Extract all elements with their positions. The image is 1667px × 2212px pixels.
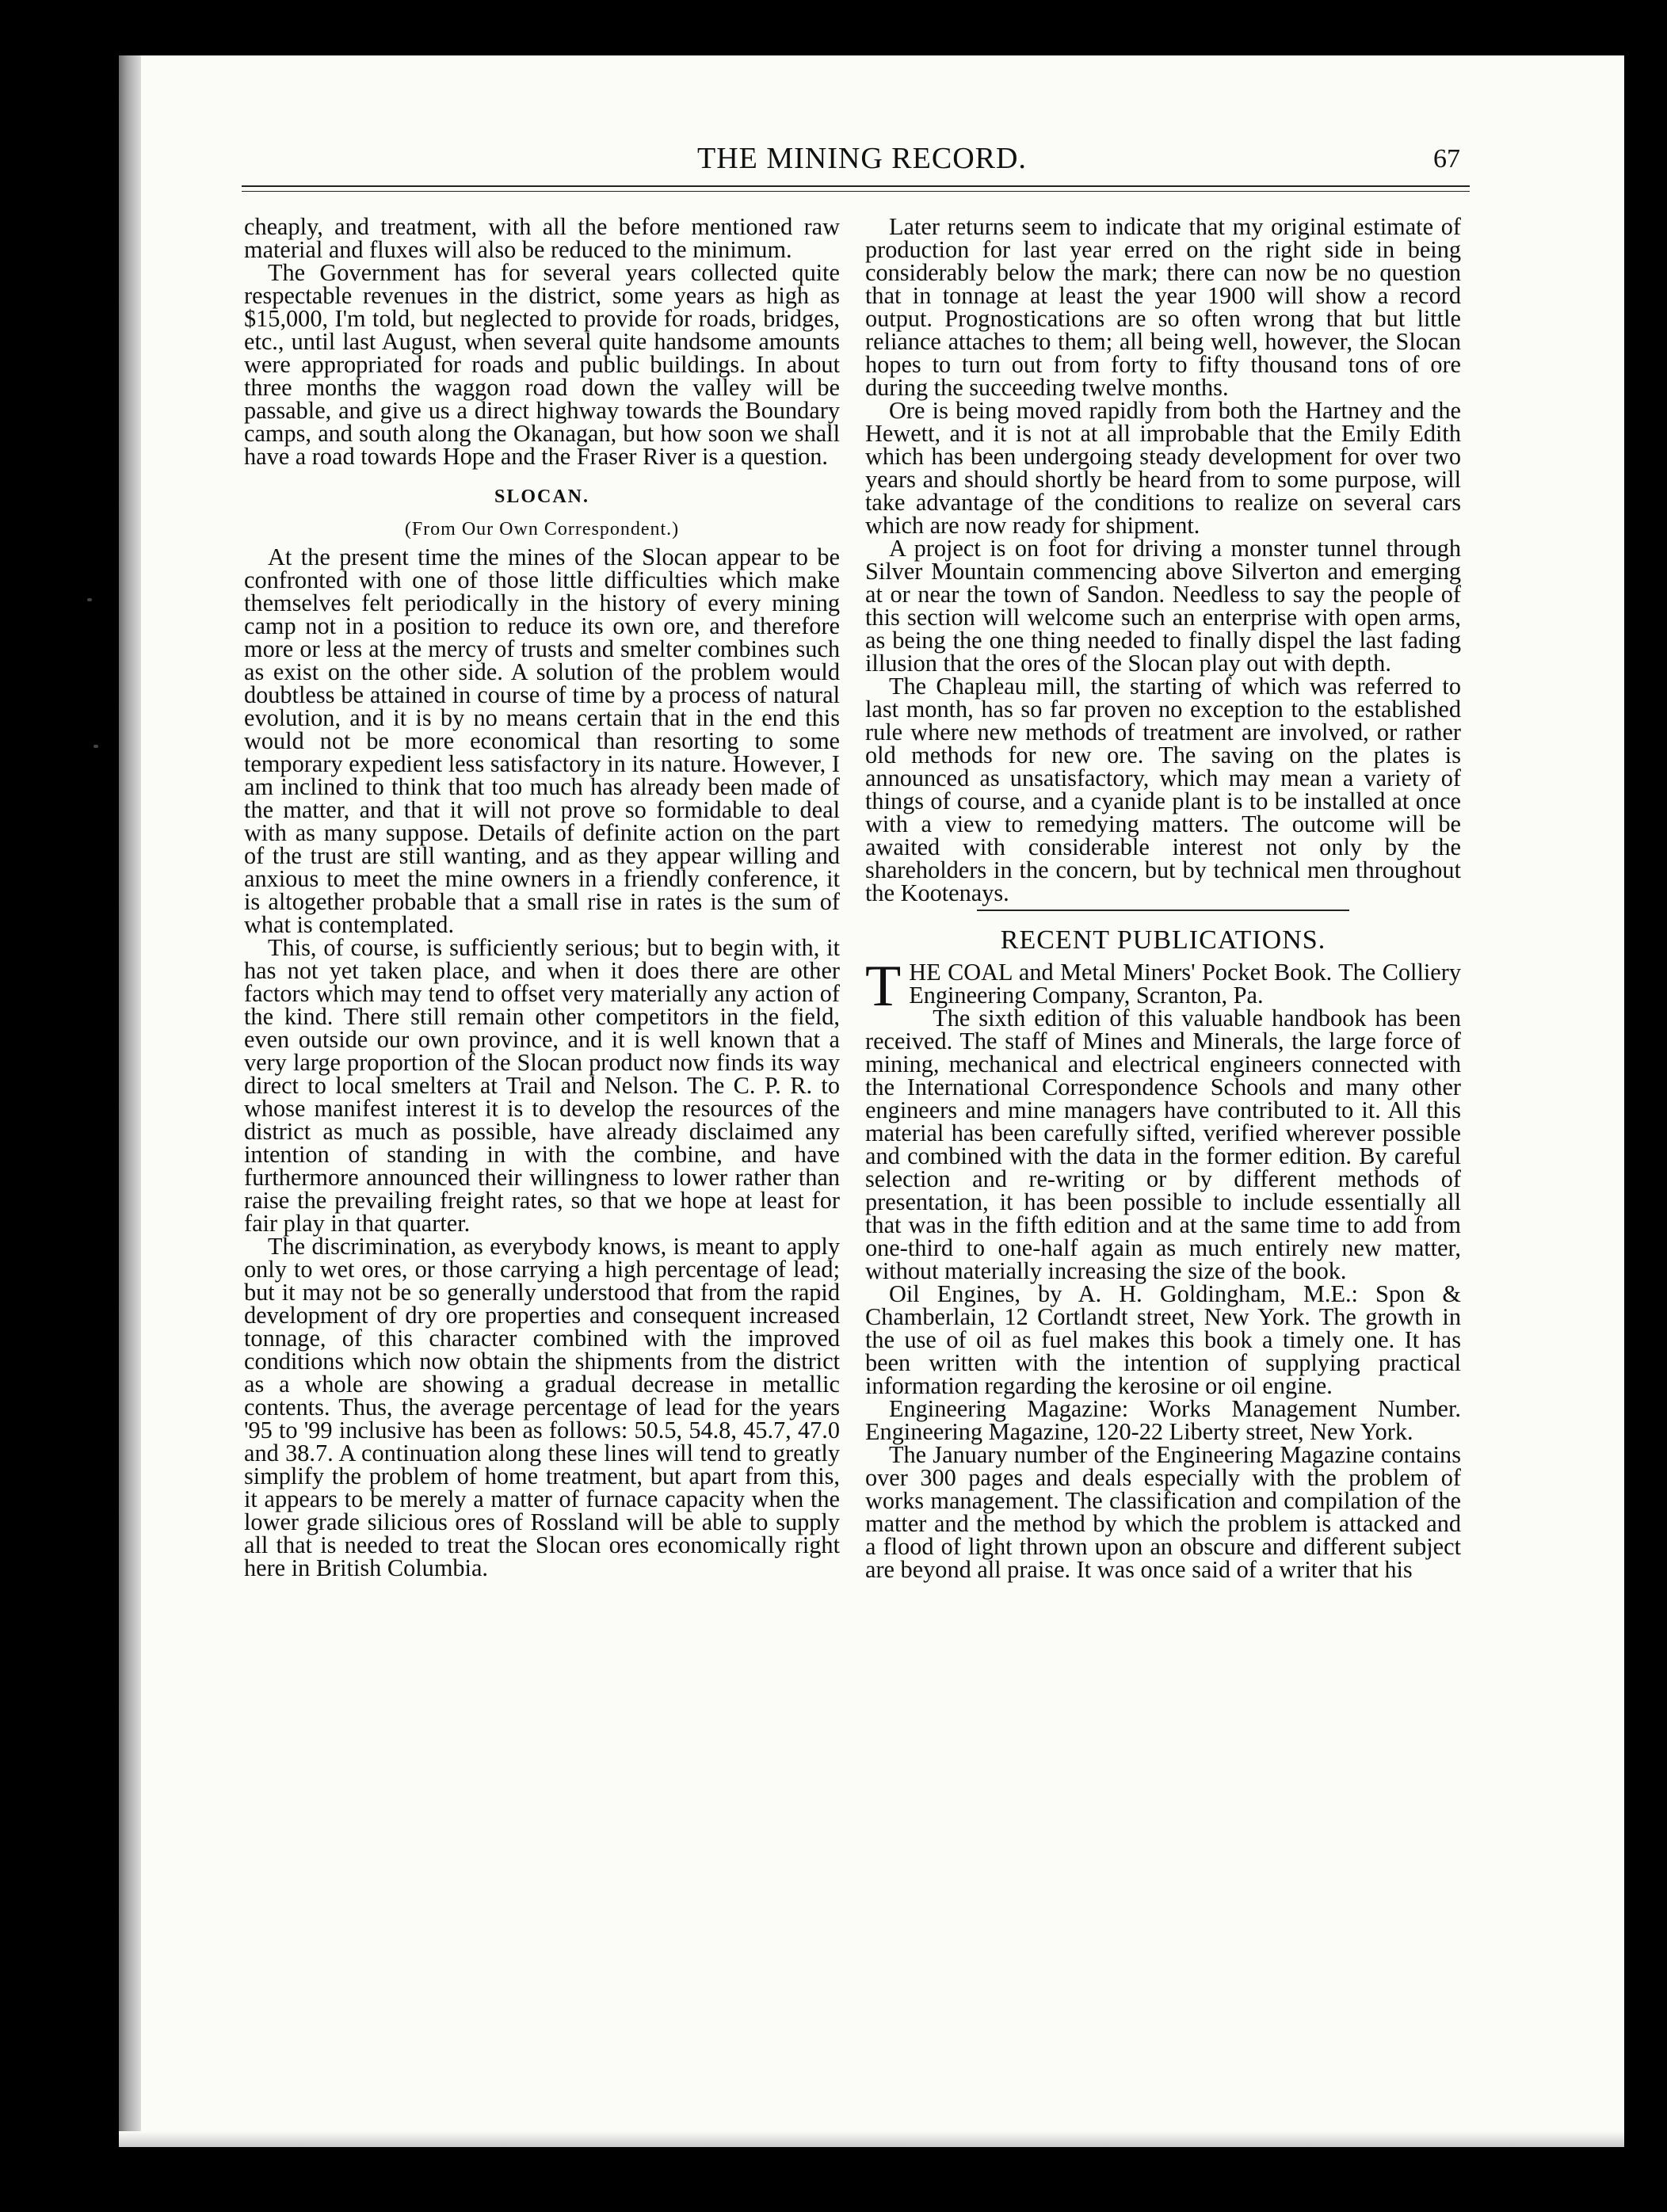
publication-title: HE COAL and Metal Miners' Pocket Book. The Colliery Engineering Company, Scranton, Pa. xyxy=(909,959,1461,1009)
section-divider xyxy=(977,910,1349,911)
publication-entry xyxy=(865,954,1461,1019)
paragraph: The discrimination, as everybody knows, is meant to apply only to wet ores, or those carrying a high percentage of lead; but it may not be so generally understood that from the rapid development of dry ore properties and consequent increased tonnage, of this character combined with the improved conditions which now obtain the shipments from the district as a whole are showing a gradual decrease in metallic contents. Thus, the average percentage of lead for the years '95 to '99 inclusive has been as follows: 50.5, 54.8, 45.7, 47.0 and 38.7. A continuation along these lines will tend to greatly simplify the problem of home treatment, but apart from this, it appears to be merely a matter of furnace capacity when the lower grade silicious ores of Rossland will be able to supply all that is needed to treat the Slocan ores economically right here in British Columbia. xyxy=(244,1233,840,1581)
journal-title: THE MINING RECORD. xyxy=(697,142,1027,175)
section-heading-recent-publications: RECENT PUBLICATIONS. xyxy=(1000,925,1326,955)
paragraph: Oil Engines, by A. H. Goldingham, M.E.: Spon & Chamberlain, 12 Cortlandt street, New York. The growth in the use of oil as fuel makes this book a timely one. It has been written with the intention of supplying practical information regarding the kerosine or oil engine. xyxy=(865,1280,1461,1399)
paragraph: The Government has for several years collected quite respectable revenues in the district, some years as high as $15,000, I'm told, but neglected to provide for roads, bridges, etc., until last August, when several quite handsome amounts were appropriated for roads and public buildings. In about three months the waggon road down the valley will be passable, and give us a direct highway towards the Boundary camps, and south along the Okanagan, but how soon we shall have a road towards Hope and the Fraser River is a question. xyxy=(244,259,840,470)
paragraph: Engineering Magazine: Works Management Number. Engineering Magazine, 120-22 Liberty street, New York. xyxy=(865,1395,1461,1445)
drop-cap: T xyxy=(865,954,902,1019)
section-heading-slocan: SLOCAN. xyxy=(494,486,590,507)
paragraph: A project is on foot for driving a monster tunnel through Silver Mountain commencing above Silverton and emerging at or near the town of Sandon. Needless to say the people of this section will welcome such an enterprise with open arms, as being the one thing needed to finally dispel the last fading illusion that the ores of the Slocan play out with depth. xyxy=(865,535,1461,677)
binding-spine xyxy=(119,55,141,2147)
paragraph: Ore is being moved rapidly from both the Hartney and the Hewett, and it is not at all improbable that the Emily Edith which has been undergoing steady development for over two years and should shortly be heard from to some purpose, will take advantage of the conditions to realize on several cars which are now ready for shipment. xyxy=(865,397,1461,539)
paragraph: At the present time the mines of the Slocan appear to be confronted with one of those little difficulties which make themselves felt periodically in the history of every mining camp not in a position to reduce its own ore, and therefore more or less at the mercy of trusts and smelter combines such as exist on the other side. A solution of the problem would doubtless be attained in course of time by a process of natural evolution, and it is by no means certain that in the end this would not be more economical than resorting to some temporary expedient less satisfactory in its nature. However, I am inclined to think that too much has already been made of the matter, and that it will not prove so formidable to deal with as many suppose. Details of definite action on the part of the trust are still wanting, and as they appear willing and anxious to meet the mine owners in a friendly conference, it is altogether probable that a small rise in rates is the sum of what is contemplated. xyxy=(244,543,840,938)
paragraph: Later returns seem to indicate that my original estimate of production for last year erred on the right side in being considerably below the mark; there can now be no question that in tonnage at least the year 1900 will show a record output. Prognostications are so often wrong that but little reliance attaches to them; all being well, however, the Slocan hopes to turn out from forty to fifty thousand tons of ore during the succeeding twelve months. xyxy=(865,213,1461,401)
margin-speck xyxy=(93,745,98,748)
left-column xyxy=(244,215,840,1580)
page-edge-shadow xyxy=(119,2131,1624,2147)
header-rule xyxy=(242,185,1470,187)
margin-speck xyxy=(87,598,92,601)
paragraph: The sixth edition of this valuable handbook has been received. The staff of Mines and Minerals, the large force of mining, mechanical and electrical engineers connected with the International Correspondence Schools and many other engineers and mine managers have contributed to it. All this material has been carefully sifted, verified wherever possible and combined with the data in the former edition. By careful selection and re-writing or by different methods of presentation, it has been possible to include essentially all that was in the fifth edition and at the same time to add from one-third to one-half again as much entirely new matter, without materially increasing the size of the book. xyxy=(865,1005,1461,1284)
right-column xyxy=(865,215,1461,1581)
paragraph: The Chapleau mill, the starting of which was referred to last month, has so far proven no exception to the established rule where new methods of treatment are involved, or rather old methods for new ore. The saving on the plates is announced as unsatisfactory, which may mean a variety of things of course, and a cyanide plant is to be installed at once with a view to remedying matters. The outcome will be awaited with considerable interest not only by the shareholders in the concern, but by technical men throughout the Kootenays. xyxy=(865,673,1461,906)
header-rule-thin xyxy=(242,191,1470,192)
paragraph: cheaply, and treatment, with all the before mentioned raw material and fluxes will also be reduced to the minimum. xyxy=(244,213,840,263)
paragraph: The January number of the Engineering Magazine contains over 300 pages and deals especially with the problem of works management. The classification and compilation of the matter and the method by which the problem is attacked and a flood of light thrown upon an obscure and different subject are beyond all praise. It was once said of a writer that his xyxy=(865,1441,1461,1583)
correspondent-byline: (From Our Own Correspondent.) xyxy=(404,519,680,540)
page-number: 67 xyxy=(1433,144,1460,174)
paragraph: This, of course, is sufficiently serious; but to begin with, it has not yet taken place, and when it does there are other factors which may tend to offset very materially any action of the kind. There still remain other competitors in the field, even outside our own province, and it is well known that a very large proportion of the Slocan product now finds its way direct to local smelters at Trail and Nelson. The C. P. R. to whose manifest interest it is to develop the resources of the district as much as possible, have already disclaimed any intention of standing in with the combine, and have furthermore announced their willingness to lower rather than raise the prevailing freight rates, so that we hope at least for fair play in that quarter. xyxy=(244,934,840,1237)
running-header xyxy=(242,135,1470,182)
